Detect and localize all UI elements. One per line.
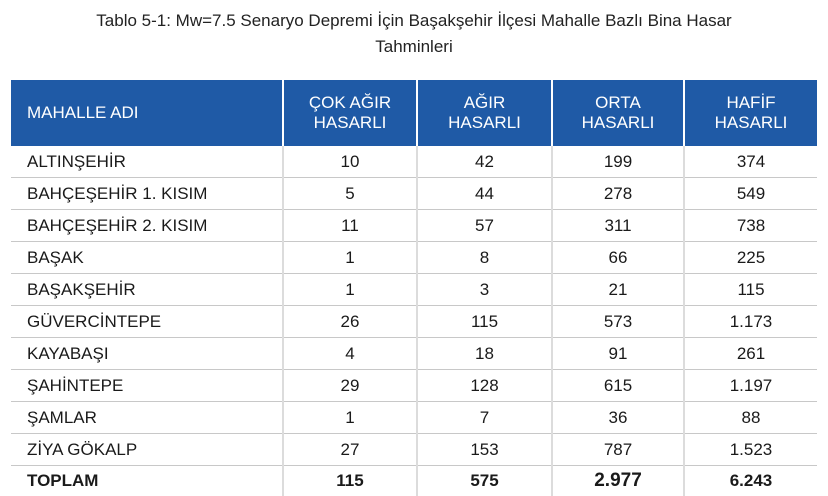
table-caption: [0, 8, 828, 60]
cell-cok-agir: 11: [283, 210, 417, 242]
table-header: [11, 80, 817, 146]
cell-agir: 44: [417, 178, 552, 210]
cell-mahalle: ALTINŞEHİR: [11, 146, 283, 178]
cell-orta: 66: [552, 242, 684, 274]
header-agir-line-2: HASARLI: [418, 113, 551, 133]
cell-mahalle: BAHÇEŞEHİR 2. KISIM: [11, 210, 283, 242]
cell-cok-agir: 27: [283, 434, 417, 466]
cell-hafif: 225: [684, 242, 817, 274]
table-row: [11, 210, 817, 242]
header-hafif-line-2: HASARLI: [685, 113, 817, 133]
cell-mahalle: BAHÇEŞEHİR 1. KISIM: [11, 178, 283, 210]
cell-hafif: 738: [684, 210, 817, 242]
cell-mahalle: KAYABAŞI: [11, 338, 283, 370]
cell-hafif: 88: [684, 402, 817, 434]
total-label: TOPLAM: [11, 466, 283, 496]
table-row: [11, 434, 817, 466]
total-hafif: 6.243: [684, 466, 817, 496]
cell-cok-agir: 5: [283, 178, 417, 210]
header-hafif-hasarli: [684, 80, 817, 146]
cell-orta: 278: [552, 178, 684, 210]
table-row: [11, 274, 817, 306]
cell-agir: 8: [417, 242, 552, 274]
cell-agir: 18: [417, 338, 552, 370]
cell-hafif: 549: [684, 178, 817, 210]
cell-hafif: 1.523: [684, 434, 817, 466]
table-row: [11, 370, 817, 402]
cell-mahalle: ŞAHİNTEPE: [11, 370, 283, 402]
cell-mahalle: ZİYA GÖKALP: [11, 434, 283, 466]
cell-agir: 128: [417, 370, 552, 402]
caption-line-2: Tahminleri: [0, 34, 828, 60]
cell-orta: 615: [552, 370, 684, 402]
header-agir-hasarli: [417, 80, 552, 146]
header-orta-line-2: HASARLI: [553, 113, 683, 133]
cell-orta: 573: [552, 306, 684, 338]
cell-cok-agir: 1: [283, 274, 417, 306]
cell-mahalle: BAŞAKŞEHİR: [11, 274, 283, 306]
cell-agir: 153: [417, 434, 552, 466]
header-hafif-line-1: HAFİF: [685, 93, 817, 113]
cell-cok-agir: 1: [283, 402, 417, 434]
table-row: [11, 178, 817, 210]
total-row: [11, 466, 817, 496]
cell-cok-agir: 4: [283, 338, 417, 370]
cell-orta: 36: [552, 402, 684, 434]
table-body: [11, 146, 817, 496]
header-orta-line-1: ORTA: [553, 93, 683, 113]
total-cok-agir: 115: [283, 466, 417, 496]
total-agir: 575: [417, 466, 552, 496]
cell-hafif: 261: [684, 338, 817, 370]
cell-cok-agir: 1: [283, 242, 417, 274]
cell-agir: 3: [417, 274, 552, 306]
table-row: [11, 402, 817, 434]
cell-orta: 21: [552, 274, 684, 306]
cell-agir: 115: [417, 306, 552, 338]
total-orta: 2.977: [552, 466, 684, 496]
cell-agir: 42: [417, 146, 552, 178]
header-orta-hasarli: [552, 80, 684, 146]
header-agir-line-1: AĞIR: [418, 93, 551, 113]
table-row: [11, 146, 817, 178]
header-cok-agir-line-2: HASARLI: [284, 113, 416, 133]
cell-agir: 57: [417, 210, 552, 242]
cell-hafif: 1.197: [684, 370, 817, 402]
cell-mahalle: ŞAMLAR: [11, 402, 283, 434]
cell-cok-agir: 10: [283, 146, 417, 178]
cell-cok-agir: 26: [283, 306, 417, 338]
cell-mahalle: BAŞAK: [11, 242, 283, 274]
cell-hafif: 374: [684, 146, 817, 178]
cell-orta: 199: [552, 146, 684, 178]
cell-mahalle: GÜVERCİNTEPE: [11, 306, 283, 338]
table-row: [11, 338, 817, 370]
cell-orta: 787: [552, 434, 684, 466]
cell-cok-agir: 29: [283, 370, 417, 402]
cell-orta: 311: [552, 210, 684, 242]
cell-agir: 7: [417, 402, 552, 434]
cell-hafif: 1.173: [684, 306, 817, 338]
building-damage-table: [11, 80, 817, 496]
caption-line-1: Tablo 5-1: Mw=7.5 Senaryo Depremi İçin Başakşehir İlçesi Mahalle Bazlı Bina Hasar: [0, 8, 828, 34]
cell-orta: 91: [552, 338, 684, 370]
cell-hafif: 115: [684, 274, 817, 306]
table-row: [11, 242, 817, 274]
table-row: [11, 306, 817, 338]
header-cok-agir-hasarli: [283, 80, 417, 146]
header-cok-agir-line-1: ÇOK AĞIR: [284, 93, 416, 113]
header-mahalle-adi: MAHALLE ADI: [11, 80, 283, 146]
